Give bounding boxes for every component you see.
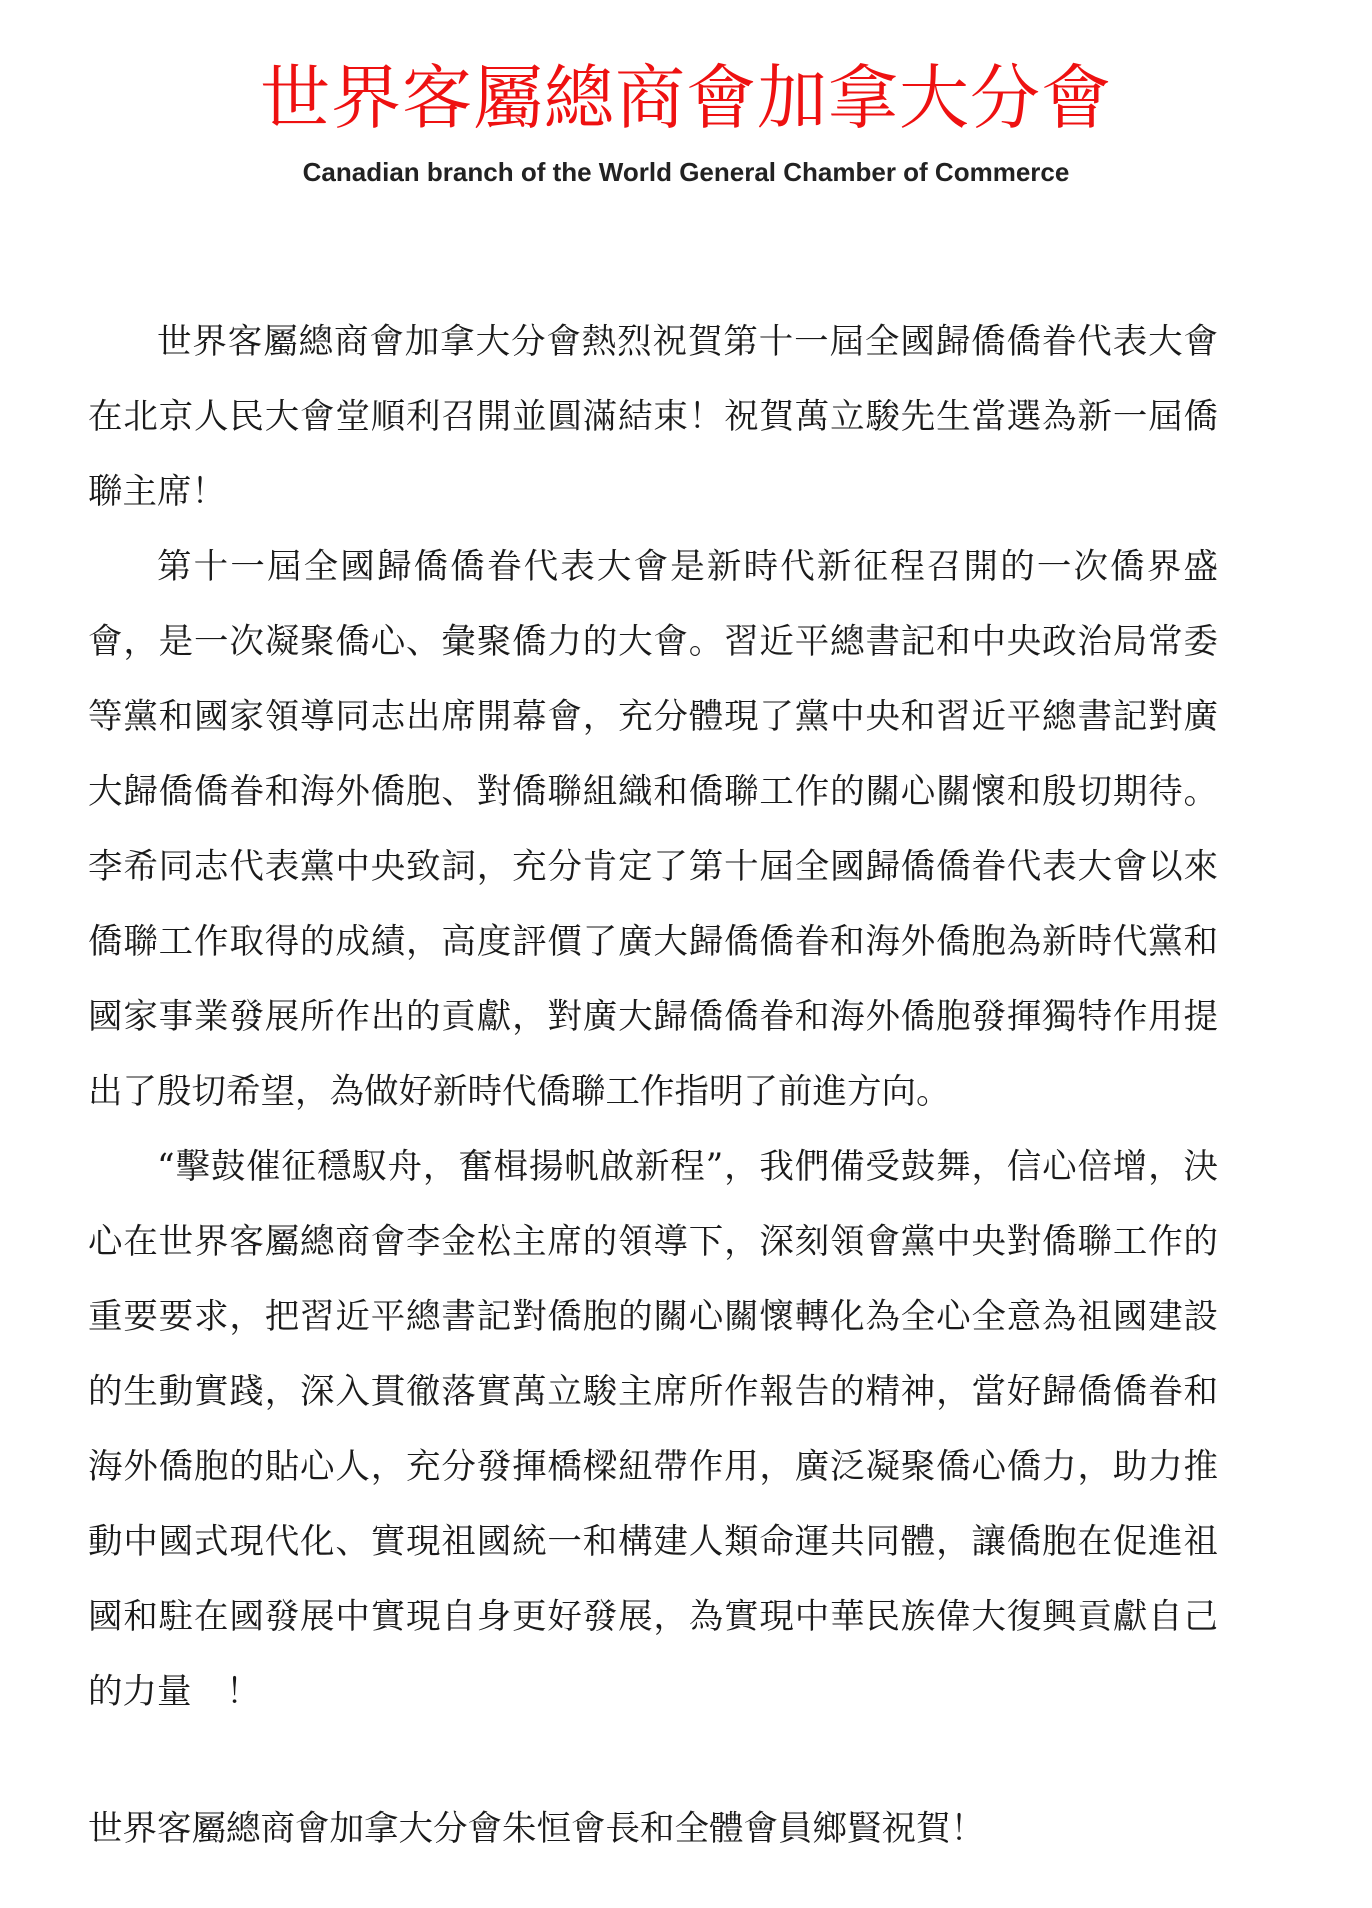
page-subtitle: Canadian branch of the World General Chamber of Commerce: [302, 157, 1070, 187]
signature-line: 世界客屬總商會加拿大分會朱恒會長和全體會員鄉賢祝賀！: [88, 1809, 985, 1849]
paragraph-congratulation: 世界客屬總商會加拿大分會熱烈祝賀第十一屆全國歸僑僑眷代表大會在北京人民大會堂順利召開並圓滿結束！祝賀萬立駿先生當選為新一屆僑聯主席！: [88, 322, 1218, 512]
paragraph-commitment: “擊鼓催征穩馭舟，奮楫揚帆啟新程”，我們備受鼓舞，信心倍增，決心在世界客屬總商會李金松主席的領導下，深刻領會黨中央對僑聯工作的重要要求，把習近平總書記對僑胞的關心關懷轉化為全心全意為祖國建設的生動實踐，深入貫徹落實萬立駿主席所作報告的精神，當好歸僑僑眷和海外僑胞的貼心人，充分發揮橋樑紐帶作用，廣泛凝聚僑心僑力，助力推動中國式現代化、實現祖國統一和構建人類命運共同體，讓僑胞在促進祖國和駐在國發展中實現自身更好發展，為實現中華民族偉大復興貢獻自己的力量 ！: [88, 1147, 1218, 1712]
letter-body: [88, 305, 1218, 1730]
page-title: 世界客屬總商會加拿大分會: [260, 57, 1112, 139]
paragraph-congress-summary: 第十一屆全國歸僑僑眷代表大會是新時代新征程召開的一次僑界盛會，是一次凝聚僑心、彙聚僑力的大會。習近平總書記和中央政治局常委等黨和國家領導同志出席開幕會，充分體現了黨中央和習近平總書記對廣大歸僑僑眷和海外僑胞、對僑聯組織和僑聯工作的關心關懷和殷切期待。李希同志代表黨中央致詞，充分肯定了第十屆全國歸僑僑眷代表大會以來僑聯工作取得的成績，高度評價了廣大歸僑僑眷和海外僑胞為新時代黨和國家事業發展所作出的貢獻，對廣大歸僑僑眷和海外僑胞發揮獨特作用提出了殷切希望，為做好新時代僑聯工作指明了前進方向。: [88, 547, 1218, 1112]
